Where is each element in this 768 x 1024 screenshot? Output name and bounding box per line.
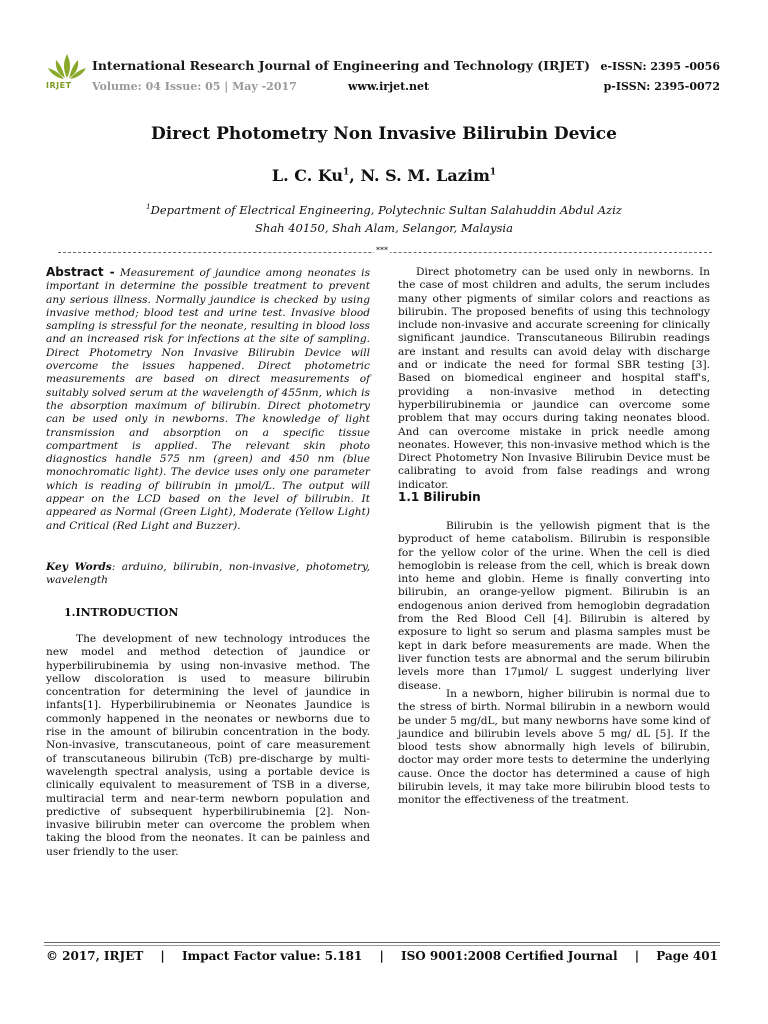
page-footer	[46, 949, 718, 963]
author-name: L. C. Ku	[271, 166, 344, 185]
page-number: Page 401	[656, 949, 718, 963]
paragraph: Direct photometry can be used only in newborns. In the case of most children and adults, the serum includes many other pigments of similar colors and reactions as bilirubin. The proposed benefits of using this technology include non-invasive and accurate screening for clinically significant jaundice. Transcutaneous Bilirubin readings are instant and results can avoid delay with discharge and or indicate the need for formal SBR testing [3]. Based on biomedical engineer and hospital staff's, providing a non-invasive method in detecting hyperbilirubinemia or jaundice can overcome some problem that may occurs during taking neonates blood. And can overcome mistake in prick needle among neonates. However, this non-invasive method which is the Direct Photometry Non Invasive Bilirubin Device must be calibrating to avoid from false readings and wrong indicator.	[398, 266, 710, 491]
author-separator: ,	[349, 166, 361, 185]
abstract-block	[46, 266, 370, 533]
abstract-heading: Abstract -	[46, 265, 115, 279]
footer-separator: |	[634, 949, 640, 963]
affiliation-line: Department of Electrical Engineering, Polytechnic Sultan Salahuddin Abdul Aziz	[150, 203, 622, 217]
keywords-block	[46, 561, 370, 588]
introduction-heading: 1.INTRODUCTION	[64, 606, 179, 619]
p-issn: p-ISSN: 2395-0072	[603, 80, 720, 93]
iso-certification: ISO 9001:2008 Certified Journal	[400, 949, 618, 963]
keywords-text: : arduino, bilirubin, non-invasive, photometry, wavelength	[46, 561, 370, 587]
keywords-heading: Key Words	[46, 561, 112, 573]
page-header	[44, 50, 724, 100]
introduction-body	[46, 633, 370, 859]
right-column-intro	[398, 266, 710, 492]
impact-factor: Impact Factor value: 5.181	[181, 949, 363, 963]
bilirubin-paragraph-1	[398, 520, 710, 693]
footer-separator: |	[160, 949, 165, 963]
author-name: N. S. M. Lazim	[360, 166, 490, 185]
volume-issue: Volume: 04 Issue: 05 | May -2017	[92, 80, 297, 93]
logo-wordmark: IRJET	[46, 81, 72, 90]
bilirubin-paragraph-2	[398, 688, 710, 808]
paragraph: Bilirubin is the yellowish pigment that is the byproduct of heme catabolism. Bilirubin is responsible for the yellow color of the urine. When the cell is died hemoglobin is release from the cell, which is break down into heme and globin. Heme is finally converting into bilirubin, an orange-yellow pigment. Bilirubin is an endogenous anion derived from hemoglobin degradation from the Red Blood Cell [4]. Bilirubin is altered by exposure to light so serum and plasma samples must be kept in dark before measurements are made. When the liver function tests are abnormal and the serum bilirubin levels more than 17μmol/ L suggest underlying liver disease.	[398, 520, 710, 692]
affiliation-marker: 1	[343, 167, 350, 178]
divider-mark: ***	[376, 246, 388, 255]
paragraph: The development of new technology introduces the new model and method detection of jaundice or hyperbilirubinemia by using non-invasive method. The yellow discoloration is used to measure bilirubin concentration for determining the level of jaundice in infants[1]. Hyperbilirubinemia or Neonates Jaundice is commonly happened in the neonates or newborns due to rise in the amount of bilirubin concentration in the body. Non-invasive, transcutaneous, point of care measurement of transcutaneous bilirubin (TcB) pre-discharge by multi-wavelength spectral analysis, using a portable device is clinically equivalent to measurement of TSB in a diverse, multiracial term and near-term newborn population and predictive of subsequent hyperbilirubinemia [2]. Non-invasive bilirubin meter can overcome the problem when taking the blood from the neonates. It can be painless and user friendly to the user.	[46, 633, 370, 858]
affiliation	[0, 203, 768, 217]
abstract-text: Measurement of jaundice among neonates is important in determine the possible treatment to prevent any serious illness. Normally jaundice is checked by using invasive method; blood test and urine test. Invasive blood sampling is stressful for the neonate, resulting in blood loss and an increased risk for infections at the site of sampling. Direct Photometry Non Invasive Bilirubin Device will overcome the issues happened. Direct photometric measurements are based on direct measurements of suitably solved serum at the wavelength of 455nm, which is the absorption maximum of bilirubin. Direct photometry can be used only in newborns. The knowledge of light transmission and absorption on a specific tissue compartment is applied. The relevant skin photo diagnostics handle 575 nm (green) and 450 nm (blue monochromatic light). The device uses only one parameter which is reading of bilirubin in μmol/L. The output will appear on the LCD based on the level of bilirubin. It appeared as Normal (Green Light), Moderate (Yellow Light) and Critical (Red Light and Buzzer).	[46, 267, 371, 532]
footer-rule	[44, 945, 720, 946]
affiliation-marker: 1	[489, 167, 497, 178]
copyright: © 2017, IRJET	[46, 949, 144, 963]
affiliation-address: Shah 40150, Shah Alam, Selangor, Malaysia	[255, 221, 513, 235]
author-list	[0, 166, 768, 185]
footer-rule	[44, 942, 720, 943]
paragraph: In a newborn, higher bilirubin is normal due to the stress of birth. Normal bilirubin in a newborn would be under 5 mg/dL, but many newborns have some kind of jaundice and bilirubin levels above 5 mg/ dL [5]. If the blood tests show abnormally high levels of bilirubin, doctor may order more tests to determine the underlying cause. Once the doctor has determined a cause of high bilirubin levels, it may take more bilirubin blood tests to monitor the effectiveness of the treatment.	[398, 688, 710, 807]
section-heading-bilirubin: 1.1 Bilirubin	[398, 490, 481, 504]
e-issn: e-ISSN: 2395 -0056	[600, 60, 720, 73]
journal-name: International Research Journal of Engineering and Technology (IRJET)	[92, 58, 591, 73]
paper-title: Direct Photometry Non Invasive Bilirubin Device	[151, 124, 617, 144]
affiliation-marker: 1	[146, 203, 151, 212]
journal-website-link[interactable]: www.irjet.net	[348, 80, 430, 93]
footer-separator: |	[379, 949, 384, 963]
